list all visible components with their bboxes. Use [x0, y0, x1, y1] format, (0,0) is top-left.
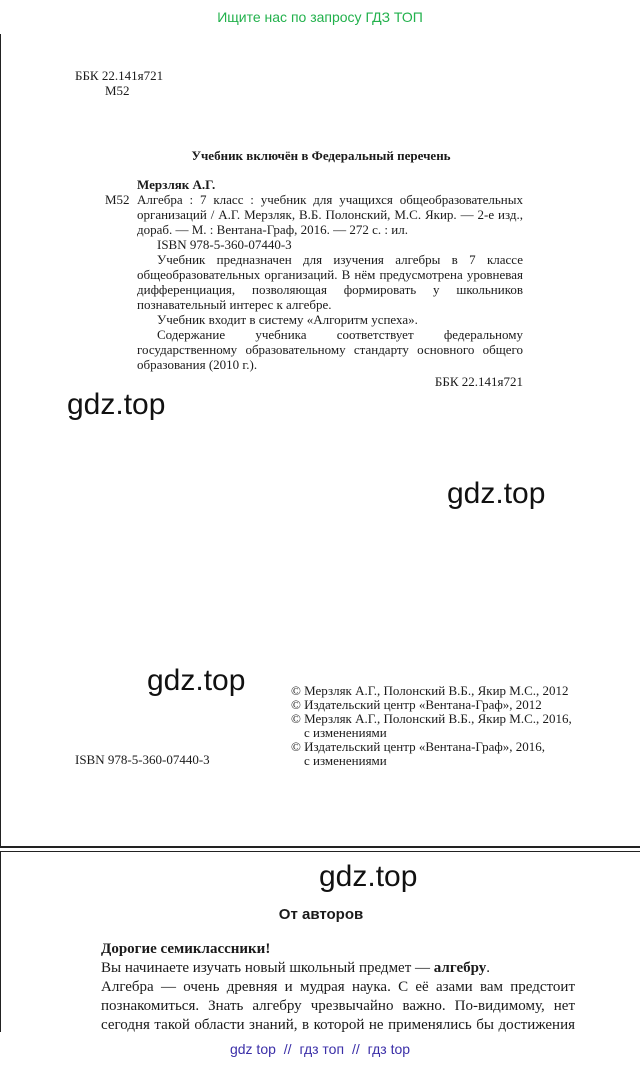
catalog-card: [105, 177, 523, 389]
catalog-isbn: ISBN 978-5-360-07440-3: [157, 237, 292, 252]
catalog-code: М52: [105, 192, 130, 207]
bbk-block: [75, 68, 163, 98]
book-page-authors: [0, 852, 640, 1032]
top-banner[interactable]: Ищите нас по запросу ГДЗ ТОП: [217, 9, 423, 25]
watermark-4: gdz.top: [319, 860, 418, 893]
copyright-line: © Мерзляк А.Г., Полонский В.Б., Якир М.С., 2016,: [291, 711, 572, 726]
copyright-line: с изменениями: [304, 725, 387, 740]
footer-links: [0, 1034, 640, 1066]
copyright-line: © Мерзляк А.Г., Полонский В.Б., Якир М.С., 2012: [291, 683, 569, 698]
copyright-block: [291, 684, 572, 768]
catalog-para-1: Учебник предназначен для изучения алгебры в 7 классе общеобразовательных организаций. В нём предусмотрена уровневая дифференциация, позволяющая формировать у школьников познавательный интерес к алгебре.: [137, 252, 523, 312]
paragraph-1-end: .: [486, 960, 490, 976]
catalog-para-3: Содержание учебника соответствует федеральному государственному образовательному стандарту основного общего образования (2010 г.).: [137, 327, 523, 372]
copyright-line: © Издательский центр «Вентана-Граф», 2012: [291, 697, 542, 712]
author-mark: М52: [105, 83, 130, 98]
catalog-para-2: Учебник входит в систему «Алгоритм успеха».: [157, 312, 418, 327]
authors-text: [101, 940, 575, 1032]
watermark-2: gdz.top: [447, 477, 546, 510]
catalog-bbk: ББК 22.141я721: [434, 374, 523, 389]
watermark-1: gdz.top: [67, 388, 166, 421]
paragraph-2: Алгебра — очень древняя и мудрая наука. С её азами вам предстоит познакомиться. Знать алгебру чрезвычайно важно. По-видимому, нет сегодня такой области знаний, в которой не применялись бы достижения: [101, 979, 575, 1032]
paragraph-1-start: Вы начинаете изучать новый школьный предмет —: [101, 960, 434, 976]
catalog-title: Учебник включён в Федеральный перечень: [191, 148, 451, 163]
watermark-3: gdz.top: [147, 664, 246, 697]
footer-separator: //: [283, 1041, 292, 1057]
greeting: Дорогие семиклассники!: [101, 941, 271, 957]
catalog-author: Мерзляк А.Г.: [137, 177, 216, 192]
isbn-bottom: ISBN 978-5-360-07440-3: [75, 752, 210, 767]
copyright-line: © Издательский центр «Вентана-Граф», 2016,: [291, 739, 546, 754]
footer-link-1[interactable]: gdz top: [229, 1041, 276, 1057]
copyright-line: с изменениями: [304, 753, 387, 768]
page-separator: [0, 846, 640, 848]
footer-separator: //: [351, 1041, 360, 1057]
authors-heading: От авторов: [278, 906, 364, 923]
bbk-code: ББК 22.141я721: [75, 68, 164, 83]
footer-link-3[interactable]: гдз top: [367, 1041, 411, 1057]
book-page-imprint: [0, 34, 640, 846]
catalog-description: Алгебра : 7 класс : учебник для учащихся общеобразовательных организаций / А.Г. Мерзляк, В.Б. Полонский, М.С. Якир. — 2-е изд., дораб. — М. : Вентана-Граф, 2016. — 272 с. : ил.: [137, 192, 523, 237]
algebra-term: алгебру: [433, 960, 487, 976]
paragraph-1: [101, 959, 575, 978]
footer-link-2[interactable]: гдз топ: [299, 1041, 345, 1057]
